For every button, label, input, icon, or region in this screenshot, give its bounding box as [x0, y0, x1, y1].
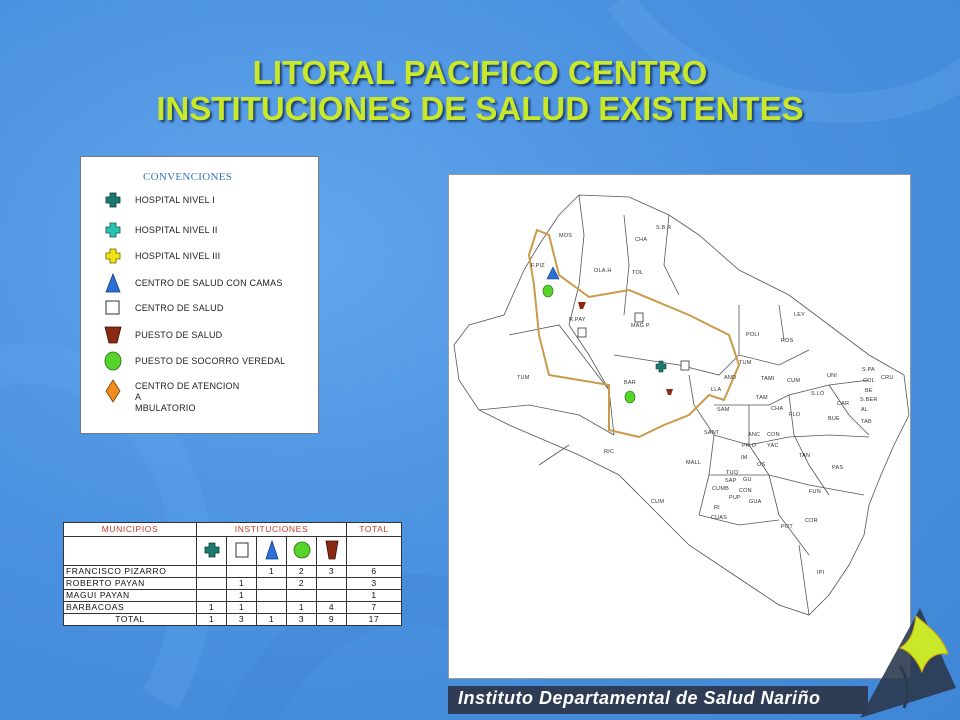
icon-row-blank — [64, 537, 197, 566]
map-label: POT — [781, 524, 793, 530]
legend-item-hospital-nivel-2 — [103, 220, 218, 240]
map-label: IM — [741, 455, 748, 461]
table-total-row — [64, 614, 402, 626]
map-label: BE — [865, 388, 873, 394]
puesto-socorro-marker — [543, 285, 553, 297]
legend-label: PUESTO DE SOCORRO VEREDAL — [135, 355, 286, 366]
cell — [227, 566, 257, 578]
puesto-salud-icon — [103, 325, 123, 345]
cell — [287, 590, 317, 602]
institution-logo — [860, 608, 956, 718]
cell: 1 — [227, 602, 257, 614]
cell — [257, 590, 287, 602]
centro-salud-camas-icon — [257, 537, 287, 566]
row-total: 6 — [347, 566, 402, 578]
cell — [197, 590, 227, 602]
map-label: COR — [805, 518, 818, 524]
map-label: LEY — [794, 312, 805, 318]
puesto-salud-marker — [666, 389, 673, 395]
centro-atencion-icon — [103, 379, 123, 403]
map-label: CAR — [837, 401, 850, 407]
map-label: MAG P. — [631, 323, 651, 329]
map-label: TAN — [799, 453, 811, 459]
map-label: FUN — [809, 489, 821, 495]
centro-salud-camas-icon — [103, 273, 123, 293]
map-label: IPI — [817, 570, 825, 576]
map-label: ROS — [781, 338, 794, 344]
row-total: 1 — [347, 590, 402, 602]
centro-salud-icon — [103, 298, 123, 318]
map-label: BUE — [828, 416, 840, 422]
legend-title: CONVENCIONES — [143, 171, 233, 183]
legend-item-centro-salud-camas — [103, 273, 283, 293]
row-name: MAGUI PAYAN — [64, 590, 197, 602]
municipality-map — [449, 175, 910, 678]
map-label: TUM — [739, 360, 752, 366]
map-label: R.PAY — [569, 317, 586, 323]
cell: 1 — [197, 602, 227, 614]
row-name: BARBACOAS — [64, 602, 197, 614]
page-title-line-1: LITORAL PACIFICO CENTRO — [252, 54, 708, 91]
legend-panel — [80, 156, 319, 434]
hospital-nivel-1-icon — [103, 190, 123, 210]
centro-salud-marker — [681, 361, 689, 370]
map-label: PR.O — [742, 443, 757, 449]
legend-label: CENTRO DE SALUD CON CAMAS — [135, 277, 283, 288]
hospital-nivel-2-icon — [103, 220, 123, 240]
map-label: CON — [739, 488, 752, 494]
map-label: TAM — [756, 395, 768, 401]
map-label: CHA — [771, 406, 784, 412]
map-label: POLI — [746, 332, 760, 338]
map-label: OLA.H — [594, 268, 612, 274]
cell — [257, 602, 287, 614]
centro-salud-icon — [227, 537, 257, 566]
cell — [317, 590, 347, 602]
cell: 3 — [317, 566, 347, 578]
map-label: SAM — [717, 407, 730, 413]
map-label: TUM — [517, 375, 530, 381]
cell: 1 — [287, 602, 317, 614]
cell: 2 — [287, 578, 317, 590]
table-row — [64, 566, 402, 578]
row-total: 17 — [347, 614, 402, 626]
legend-item-puesto-salud — [103, 325, 222, 345]
map-label: PUP — [729, 495, 741, 501]
row-total: 3 — [347, 578, 402, 590]
map-label: CRU — [881, 375, 894, 381]
centro-salud-marker — [578, 328, 586, 337]
cell — [257, 578, 287, 590]
map-label: AL — [861, 407, 869, 413]
cell: 1 — [227, 590, 257, 602]
map-label: MALL — [686, 460, 702, 466]
puesto-salud-marker — [578, 302, 586, 309]
map-label: CUAS — [711, 515, 728, 521]
map-label: OS — [757, 462, 766, 468]
legend-item-centro-atencion — [103, 379, 239, 419]
page-title-line-2: INSTITUCIONES DE SALUD EXISTENTES — [156, 90, 804, 127]
legend-item-hospital-nivel-3 — [103, 246, 220, 266]
icon-row-blank — [347, 537, 402, 566]
legend-label: HOSPITAL NIVEL II — [135, 224, 218, 235]
map-label: S.B R — [656, 225, 672, 231]
legend-label: CENTRO DE ATENCION A MBULATORIO — [135, 381, 240, 413]
cell: 1 — [257, 566, 287, 578]
map-label: CUMB — [712, 486, 729, 492]
map-label: COL — [863, 378, 875, 384]
map-label: TAMI — [761, 376, 775, 382]
cell: 1 — [227, 578, 257, 590]
row-total: 7 — [347, 602, 402, 614]
row-name: ROBERTO PAYAN — [64, 578, 197, 590]
map-label: ANC — [748, 432, 761, 438]
map-label: S.LO — [811, 391, 825, 397]
table-row — [64, 602, 402, 614]
legend-item-puesto-socorro — [103, 351, 285, 371]
cell: 3 — [287, 614, 317, 626]
cell: 4 — [317, 602, 347, 614]
map-label: RI — [714, 505, 720, 511]
cell: 1 — [257, 614, 287, 626]
puesto-salud-icon — [317, 537, 347, 566]
map-label: RIC — [604, 449, 615, 455]
map-label: MOS — [559, 233, 573, 239]
cell: 3 — [227, 614, 257, 626]
map-label: F.PIZ — [531, 263, 545, 269]
table-header-row — [64, 523, 402, 537]
map-label: SAP — [725, 478, 737, 484]
cell: 9 — [317, 614, 347, 626]
puesto-socorro-icon — [103, 351, 123, 371]
map-label: PAS — [832, 465, 844, 471]
map-label: SANT — [704, 430, 720, 436]
cell — [197, 566, 227, 578]
puesto-socorro-marker — [625, 391, 635, 403]
table-icon-row — [64, 537, 402, 566]
map-label: GU — [743, 477, 752, 483]
map-label: FLO — [789, 412, 801, 418]
map-label: S.PA — [862, 367, 875, 373]
map-label: CUM — [787, 378, 801, 384]
centro-salud-marker — [635, 313, 643, 322]
header-instituciones: INSTITUCIONES — [197, 523, 347, 537]
row-name: FRANCISCO PIZARRO — [64, 566, 197, 578]
map-label: CUM — [651, 499, 665, 505]
map-label: LLA — [711, 387, 722, 393]
row-name: TOTAL — [64, 614, 197, 626]
table-row — [64, 590, 402, 602]
map-label: TAB — [861, 419, 872, 425]
hospital-nivel-3-icon — [103, 246, 123, 266]
map-label: S.BER — [860, 397, 878, 403]
legend-label: HOSPITAL NIVEL I — [135, 194, 215, 205]
map-label: TUQ — [726, 470, 739, 476]
map-label: BAR — [624, 380, 636, 386]
map-label: AND — [724, 375, 737, 381]
legend-label: PUESTO DE SALUD — [135, 329, 223, 340]
legend-label: HOSPITAL NIVEL III — [135, 250, 221, 261]
header-municipios: MUNICIPIOS — [64, 523, 197, 537]
litoral-pacifico-highlight — [529, 230, 739, 437]
legend-item-centro-salud — [103, 298, 224, 318]
footer-institution-name: Instituto Departamental de Salud Nariño — [458, 688, 821, 708]
map-label: CHA — [635, 237, 648, 243]
map-label: GUA — [749, 499, 762, 505]
map-label: UNI — [827, 373, 838, 379]
table-row — [64, 578, 402, 590]
cell — [197, 578, 227, 590]
header-total: TOTAL — [347, 523, 402, 537]
cell — [317, 578, 347, 590]
map-label: CON — [767, 432, 780, 438]
legend-label: CENTRO DE SALUD — [135, 302, 224, 313]
map-label: TOL — [632, 270, 644, 276]
region-map — [448, 174, 911, 679]
cell: 2 — [287, 566, 317, 578]
hospital-nivel-1-icon — [197, 537, 227, 566]
instituciones-table — [63, 522, 402, 626]
puesto-socorro-icon — [287, 537, 317, 566]
map-label: YAC — [767, 443, 779, 449]
cell: 1 — [197, 614, 227, 626]
legend-item-hospital-nivel-1 — [103, 190, 215, 210]
